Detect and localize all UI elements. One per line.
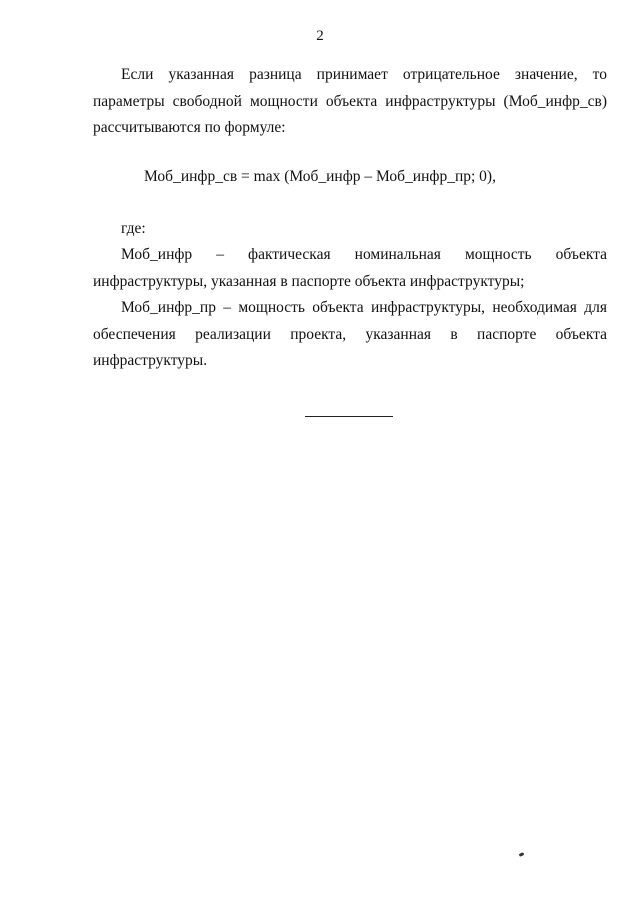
end-of-text-rule <box>305 416 393 417</box>
intro-block <box>93 62 607 142</box>
definition-moб-infr-pr: Моб_инфр_пр – мощность объекта инфраструктуры, необходимая для обеспечения реализации проекта, указанная в паспорте объекта инфраструктуры. <box>93 299 607 369</box>
formula-line <box>0 167 640 187</box>
scan-speck-mark <box>519 852 525 857</box>
intro-paragraph: Если указанная разница принимает отрицательное значение, то параметры свободной мощности объекта инфраструктуры (Моб_инфр_св) рассчитываются по формуле: <box>93 66 607 136</box>
definitions-block <box>93 242 607 375</box>
page-number: 2 <box>316 28 324 44</box>
where-label: где: <box>121 220 146 237</box>
formula-text: Моб_инфр_св = max (Моб_инфр – Моб_инфр_пр; 0), <box>144 168 496 185</box>
definition-moб-infr: Моб_инфр – фактическая номинальная мощность объекта инфраструктуры, указанная в паспорте объекта инфраструктуры; <box>93 246 607 290</box>
